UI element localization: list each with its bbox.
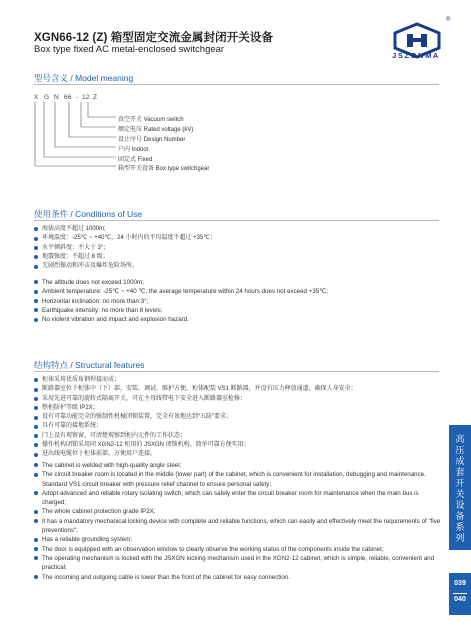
model-code-part: X	[34, 94, 39, 101]
model-label: 固定式 Fixed	[118, 157, 153, 163]
model-label: 真空开关 Vacuum switch	[118, 117, 184, 123]
model-code-part: -	[76, 94, 79, 101]
list-item: Horizontal inclination: no more than 3°;	[34, 297, 444, 306]
side-tab-char: 设	[455, 500, 465, 510]
section-title-features: 结构特点 / Structural features	[34, 360, 145, 370]
side-tab-char: 成	[455, 456, 465, 466]
side-tab-char: 套	[455, 467, 465, 477]
side-tab-char: 系	[455, 522, 465, 532]
page-number-left: 039	[454, 580, 466, 587]
list-item: 操作机构闭锁采用同 XGN2-12 柜用的 JSXGN 闭锁机构，简单可靠方便实用；	[34, 441, 444, 450]
side-tab-char: 压	[455, 445, 465, 455]
conditions-zh-list	[34, 225, 444, 271]
list-item: It has a mandatory mechanical locking device with complete and reliable functions, which can easily and effectively meet the requirements of "five preventions";	[34, 517, 444, 536]
model-code-part: Z	[93, 94, 98, 101]
section-title-conditions: 使用条件 / Conditions of Use	[34, 209, 143, 219]
list-item: 地震强度：不超过 8 级；	[34, 253, 444, 262]
list-item: Has a reliable grounding system;	[34, 535, 444, 544]
conditions-en-list	[34, 278, 444, 324]
logo-text: JSZONMA	[392, 51, 440, 60]
section-title-model: 型号含义 / Model meaning	[34, 73, 134, 83]
list-item: 海拔高度不超过 1000m;	[34, 225, 444, 234]
list-item: 无剧烈振动和冲击及爆炸危险场所。	[34, 262, 444, 271]
features-zh-list	[34, 376, 444, 460]
list-item: 整柜防护等级 IP2X；	[34, 404, 444, 413]
list-item: No violent vibration and impact and explosion hazard.	[34, 315, 444, 324]
model-label: 户内 Indoor	[118, 147, 149, 153]
side-tab-char: 高	[455, 434, 465, 444]
side-tab-char: 备	[455, 511, 465, 521]
model-code-part: 12	[82, 94, 90, 101]
model-code-part: G	[44, 94, 50, 101]
list-item: 门上设有观察窗，可清楚观察到柜内元件的工作状态；	[34, 432, 444, 441]
list-item: Ambient temperature: -25℃ ~ +40 ℃, the average temperature within 24 hours does not exceed +35℃;	[34, 287, 444, 296]
list-item: The operating mechanism is locked with the JSXGN locking mechanism used in the XGN2-12 cabinet, which is simple, reliable, convenient and practical;	[34, 554, 444, 573]
model-label: 设计序号 Design Number	[118, 137, 186, 143]
list-item: The incoming and outgoing cable is lower than the front of the cabinet for easy connection.	[34, 573, 444, 582]
list-item: 设有可靠功能完全的强制性机械闭锁装置，完全有效地达到“五防”要求；	[34, 413, 444, 422]
side-tab-char: 关	[455, 489, 465, 499]
list-item: Adopt advanced and reliable rotary isolating switch, which can safely enter the circuit breaker room for maintenance when the main bus is charged;	[34, 489, 444, 508]
list-item: 采用先进可靠的旋转式隔离开关，可在主母线带电下安全进入断路器室检修；	[34, 395, 444, 404]
list-item: 断路器室位于柜体中（下）部，安装、调试、维护方便，柜体配装 VS1 断路器，并设有压力释放通道，确保人身安全；	[34, 385, 444, 394]
list-item: The whole cabinet protection grade IP2X;	[34, 507, 444, 516]
section-divider	[34, 220, 439, 221]
side-tab-char: 开	[455, 478, 465, 488]
page-title: XGN66-12 (Z) 箱型固定交流金属封闭开关设备	[34, 32, 274, 44]
section-divider	[34, 371, 439, 372]
model-label: 箱型开关设备 Box type switchgear	[118, 166, 210, 172]
list-item: 进出线电缆位于柜体前部，方便用户连接。	[34, 450, 444, 459]
features-en-list	[34, 461, 444, 582]
side-tab-char: 列	[455, 533, 465, 543]
list-item: The door is equipped with an observation window to clearly observe the working status of the components inside the cabinet;	[34, 545, 444, 554]
list-item: 环境温度：-25℃ ~ +40℃，24 小时内的平均温度不超过 +35℃；	[34, 234, 444, 243]
model-label: 额定电压 Rated voltage (kV)	[118, 127, 194, 133]
registered-mark: ®	[446, 17, 451, 23]
list-item: Earthquake intensity: no more than 8 levels;	[34, 306, 444, 315]
page-number-divider	[453, 593, 467, 594]
series-side-tab	[449, 425, 471, 550]
model-code-part: N	[54, 94, 59, 101]
page-number-right: 040	[454, 596, 466, 603]
list-item: The cabinet is welded with high-quality angle steel;	[34, 461, 444, 470]
model-code-part: 66	[64, 94, 72, 101]
section-divider	[34, 84, 439, 85]
list-item: 具有可靠的接地系统；	[34, 422, 444, 431]
page-number-tab	[449, 573, 471, 615]
list-item: The altitude does not exceed 1000m;	[34, 278, 444, 287]
model-bracket-lines	[30, 100, 120, 170]
list-item: The circuit breaker room is located in the middle (lower part) of the cabinet, which is convenient for installation, debugging and maintenance. Standard VS1 circuit breaker with pressure relief channel to ensure personal safety;	[34, 470, 444, 489]
list-item: 水平倾斜度：不大于 3°；	[34, 244, 444, 253]
list-item: 柜体采用优质角钢焊接而成；	[34, 376, 444, 385]
page-subtitle: Box type fixed AC metal-enclosed switchgear	[34, 44, 225, 55]
